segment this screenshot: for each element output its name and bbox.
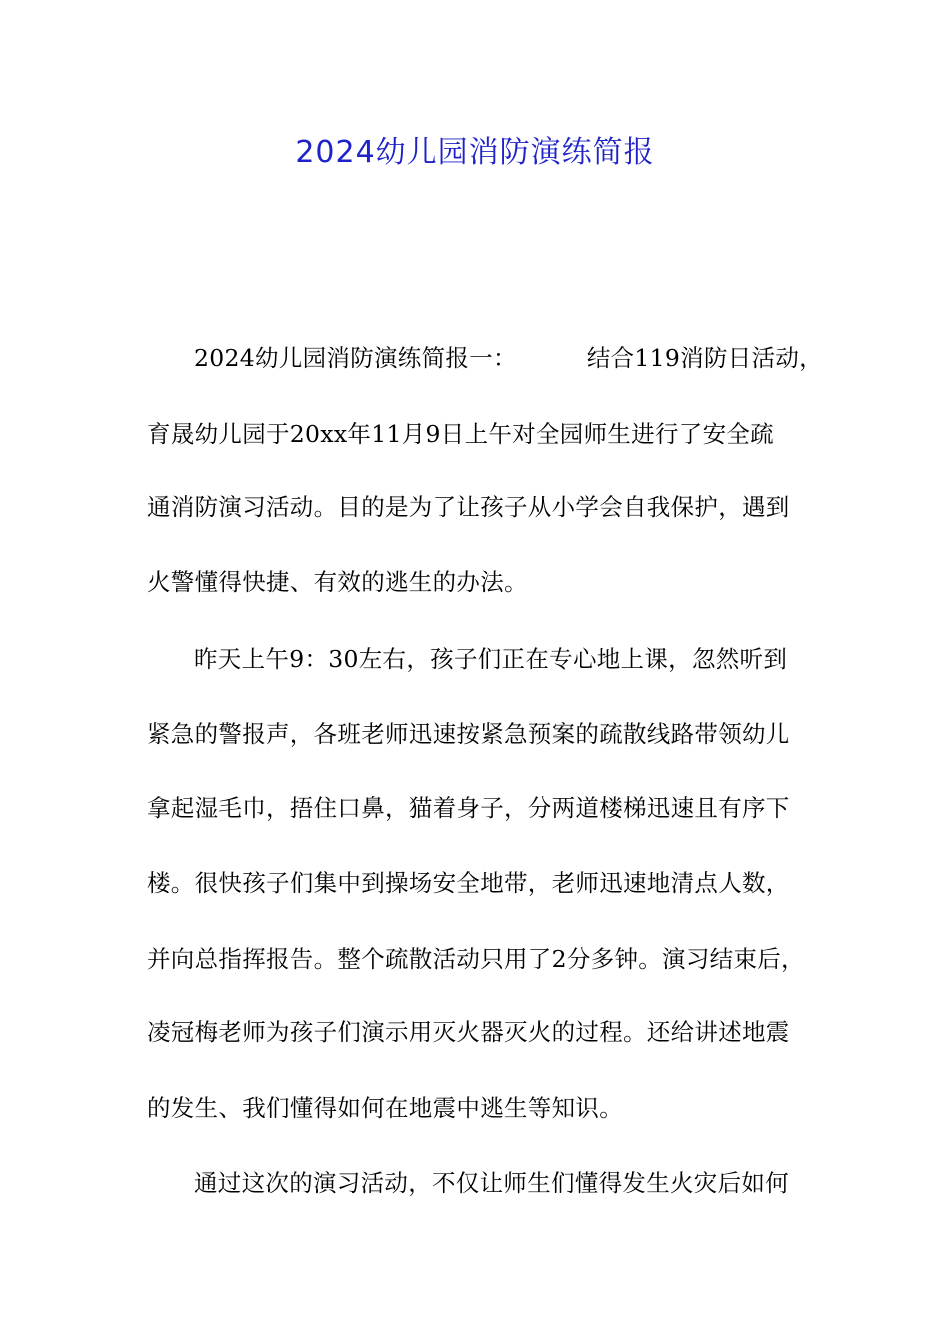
- report-heading-text: 2024幼儿园消防演练简报一：: [194, 344, 517, 372]
- paragraph-1-intro-text: 结合119消防日活动，: [586, 344, 823, 372]
- paragraph-2-line-7: 的发生、我们懂得如何在地震中逃生等知识。: [147, 1094, 623, 1122]
- paragraph-3-line-1: 通过这次的演习活动，不仅让师生们懂得发生火灾后如何: [194, 1169, 789, 1197]
- paragraph-2-line-5: 并向总指挥报告。整个疏散活动只用了2分多钟。演习结束后，: [147, 945, 805, 973]
- paragraph-2-line-2: 紧急的警报声，各班老师迅速按紧急预案的疏散线路带领幼儿: [147, 720, 790, 748]
- paragraph-2-line-3: 拿起湿毛巾，捂住口鼻，猫着身子，分两道楼梯迅速且有序下: [147, 794, 790, 822]
- paragraph-2-line-1: 昨天上午9：30左右，孩子们正在专心地上课，忽然听到: [194, 645, 788, 673]
- paragraph-1-line-3: 通消防演习活动。目的是为了让孩子从小学会自我保护，遇到: [147, 493, 790, 521]
- paragraph-1-line-2: 育晟幼儿园于20xx年11月9日上午对全园师生进行了安全疏: [147, 420, 774, 448]
- paragraph-1-line-4: 火警懂得快捷、有效的逃生的办法。: [147, 568, 528, 596]
- paragraph-2-line-6: 凌冠梅老师为孩子们演示用灭火器灭火的过程。还给讲述地震: [147, 1018, 790, 1046]
- document-title: 2024幼儿园消防演练简报: [295, 135, 655, 170]
- paragraph-1-line-1: [194, 343, 874, 373]
- paragraph-2-line-4: 楼。很快孩子们集中到操场安全地带，老师迅速地清点人数，: [147, 869, 790, 897]
